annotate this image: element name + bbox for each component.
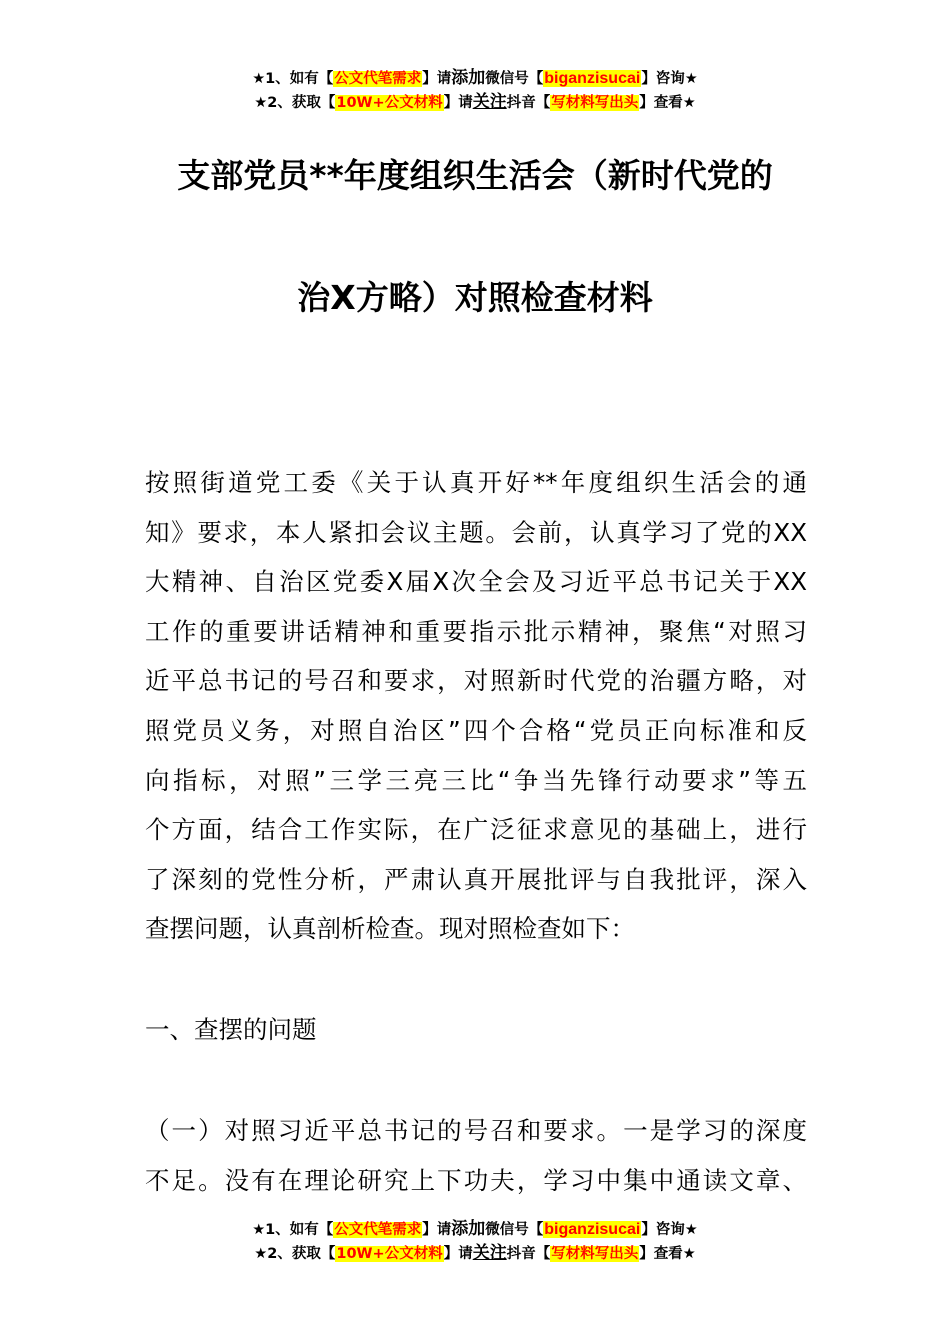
document-title-line-2: 治X方略）对照检查材料 (297, 278, 653, 317)
paragraph-line: 知》要求，本人紧扣会议主题。会前，认真学习了党的XX (145, 517, 807, 547)
banner-emphasis: 添加 (451, 1219, 486, 1239)
paragraph-line: 照党员义务，对照自治区”四个合格“党员正向标准和反 (145, 715, 807, 745)
banner-emphasis: 添加 (451, 68, 486, 88)
paragraph-line: （一）对照习近平总书记的号召和要求。一是学习的深度 (145, 1116, 807, 1145)
banner-text: 抖音【 (506, 95, 551, 111)
banner-highlight: 写材料写出头 (551, 1246, 639, 1262)
banner-text: 】请 (443, 95, 473, 111)
banner-emphasis: 关注 (472, 1243, 507, 1263)
banner-text: 微信号【 (485, 71, 544, 87)
banner-highlight: 公文代笔需求 (334, 1222, 422, 1238)
header-banner (0, 67, 950, 115)
banner-text: ★1、如有【 (252, 71, 334, 87)
banner-text: 】请 (422, 1222, 452, 1238)
banner-text: 】请 (422, 71, 452, 87)
paragraph-line: 个方面，结合工作实际，在广泛征求意见的基础上，进行 (145, 815, 807, 845)
footer-banner (0, 1218, 950, 1266)
footer-banner-line-2 (0, 1242, 950, 1266)
subsection-paragraph (145, 1106, 807, 1205)
banner-wechat-id: biganzisucai (544, 1221, 641, 1238)
banner-text: 】查看★ (639, 95, 696, 111)
banner-highlight: 公文代笔需求 (334, 71, 422, 87)
paragraph-line: 向指标，对照”三学三亮三比“争当先锋行动要求”等五 (145, 765, 807, 795)
header-banner-line-1 (0, 67, 950, 91)
paragraph-line: 了深刻的党性分析，严肃认真开展批评与自我批评，深入 (145, 864, 807, 894)
paragraph-line: 查摆问题，认真剖析检查。现对照检查如下： (145, 914, 635, 944)
banner-text: 抖音【 (506, 1246, 551, 1262)
section-heading: 一、查摆的问题 (145, 1015, 317, 1044)
banner-highlight: 10W+公文材料 (336, 95, 443, 111)
banner-highlight: 10W+公文材料 (336, 1246, 443, 1262)
header-banner-line-2 (0, 91, 950, 115)
paragraph-line: 工作的重要讲话精神和重要指示批示精神，聚焦“对照习 (145, 616, 807, 646)
document-title-line-1: 支部党员**年度组织生活会（新时代党的 (177, 156, 773, 195)
banner-text: 】咨询★ (641, 1222, 698, 1238)
banner-text: ★1、如有【 (252, 1222, 334, 1238)
banner-highlight: 写材料写出头 (551, 95, 639, 111)
banner-text: 微信号【 (485, 1222, 544, 1238)
paragraph-line: 不足。没有在理论研究上下功夫，学习中集中通读文章、 (145, 1165, 807, 1195)
paragraph-line: 大精神、自治区党委X届X次全会及习近平总书记关于XX (145, 567, 807, 597)
banner-text: 】请 (443, 1246, 473, 1262)
banner-wechat-id: biganzisucai (544, 70, 641, 87)
banner-text: ★2、获取【 (254, 95, 336, 111)
paragraph-line: 按照街道党工委《关于认真开好**年度组织生活会的通 (145, 468, 807, 497)
banner-text: 】咨询★ (641, 71, 698, 87)
banner-text: ★2、获取【 (254, 1246, 336, 1262)
banner-emphasis: 关注 (472, 92, 507, 112)
footer-banner-line-1 (0, 1218, 950, 1242)
intro-paragraph (145, 458, 807, 954)
banner-text: 】查看★ (639, 1246, 696, 1262)
paragraph-line: 近平总书记的号召和要求，对照新时代党的治疆方略，对 (145, 666, 807, 696)
